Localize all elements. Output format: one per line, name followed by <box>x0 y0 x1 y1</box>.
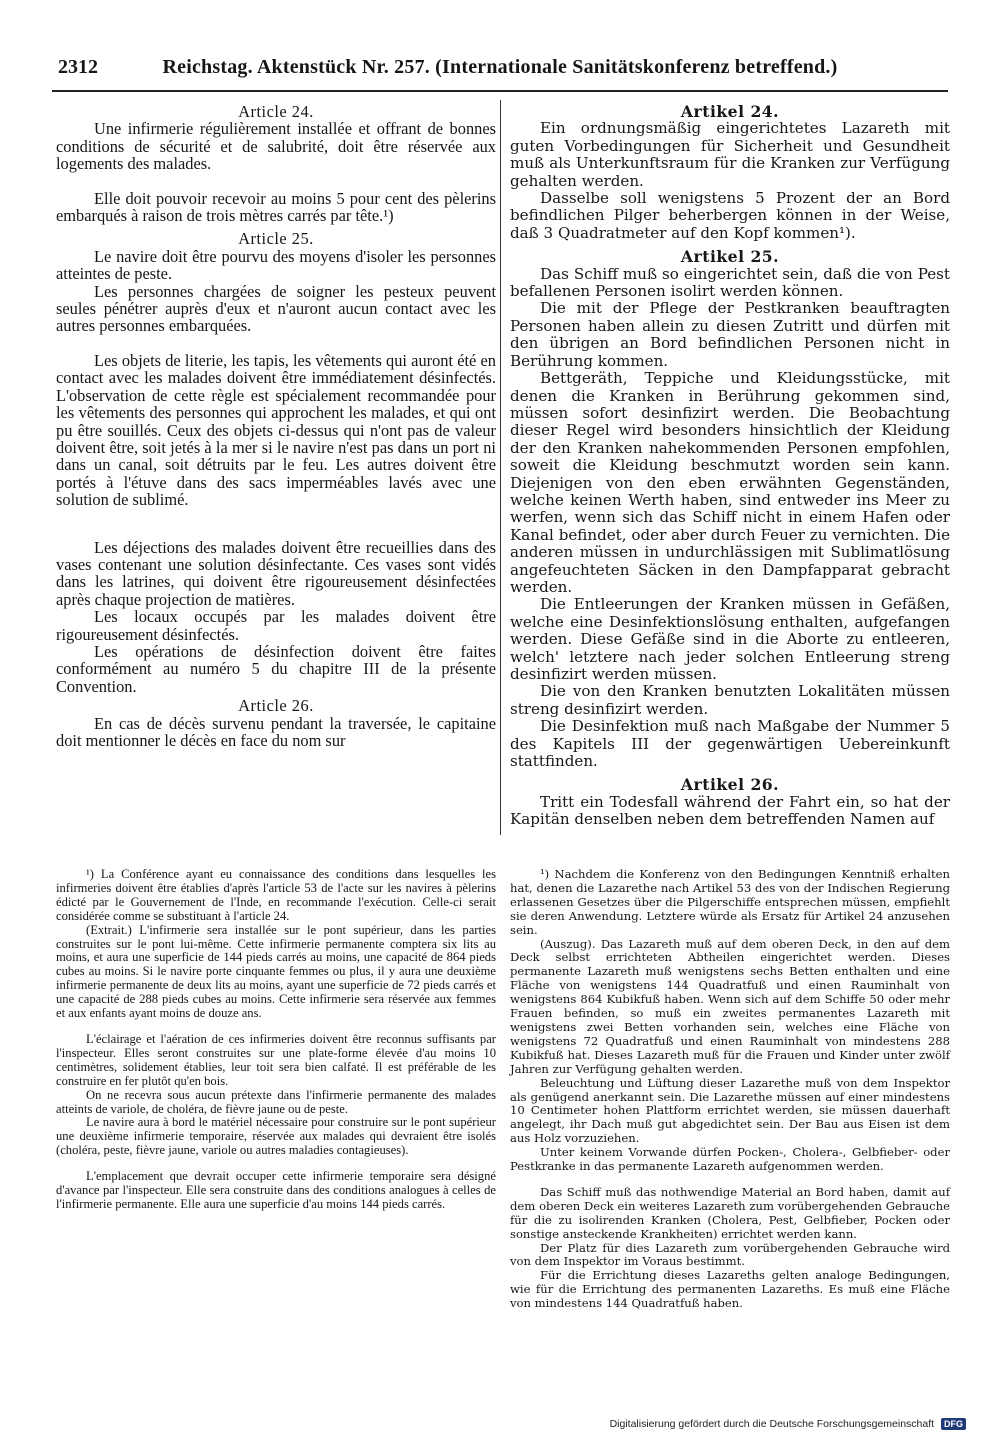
footnote: Für die Errichtung dieses Lazareths gelten analoge Bedingungen, wie für die Errichtung des permanenten Lazareths. Es muß eine Fläche von mindestens 144 Quadratfuß haben. <box>510 1268 950 1311</box>
paragraph: Die mit der Pflege der Pestkranken beauftragten Personen haben allein zu diesen Zutritt und dürfen mit den übrigen an Bord befindlichen Personen nicht in Berührung kommen. <box>510 299 950 370</box>
paragraph: Les personnes chargées de soigner les pesteux peuvent seules pénétrer auprès d'eux et n'auront aucun contact avec les autres personnes embarquées. <box>56 281 496 336</box>
paragraph: Une infirmerie régulièrement installée et offrant de bonnes conditions de sécurité et de salubrité, doit être réservée aux logements des malades. <box>56 119 496 174</box>
paragraph: En cas de décès survenu pendant la traversée, le capitaine doit mentionner le décès en face du nom sur <box>56 713 496 750</box>
header-rule <box>52 90 948 92</box>
page-number: 2312 <box>58 56 98 78</box>
paragraph: Dasselbe soll wenigstens 5 Prozent der an Bord befindlichen Pilger beherbergen können in der Weise, daß 3 Quadratmeter auf den Kopf kommen¹). <box>510 189 950 242</box>
paragraph: Bettgeräth, Teppiche und Kleidungsstücke, mit denen die Kranken in Berührung gekommen sind, müssen sofort desinfizirt werden. Die Beobachtung dieser Regel wird besonders hinsichtlich der Kleidung der den Kranken nahekommenden Personen empfohlen, soweit die Kleidung beschmutzt worden sein kann. Diejenigen von den eben erwähnten Gegenständen, welche keinen Werth haben, sind entweder ins Meer zu werfen, wenn sich das Schiff nicht in einem Hafen oder Kanal befindet, oder aber durch Feuer zu vernichten. Die anderen müssen in undurchlässigen mit Sublimatlösung angefeuchteten Säcken in den Dampfapparat gebracht werden. <box>510 369 950 596</box>
footnote: On ne recevra sous aucun prétexte dans l'infirmerie permanente des malades atteints de variole, de choléra, de fièvre jaune ou de peste. <box>56 1087 496 1116</box>
dfg-logo: DFG <box>941 1418 966 1430</box>
paragraph: Die Desinfektion muß nach Maßgabe der Nummer 5 des Kapitels III der gegenwärtigen Uebereinkunft stattfinden. <box>510 717 950 771</box>
article-25-heading-de: Artikel 25. <box>680 247 780 267</box>
paragraph: Les objets de literie, les tapis, les vêtements qui auront été en contact avec les malades doivent être immédiatement désinfectés. L'observation de cette règle est spécialement recommandée pour les vêtements des personnes qui approchent les malades, et qui ont pu être souillés. Ceux des objets ci-dessus qui n'ont pas de valeur doivent être, soit jetés à la mer si le navire n'est pas dans un port ni dans un canal, soit détruits par le feu. Les autres doivent être portés à l'étuve dans des sacs imperméables lavés avec une solution de sublimé. <box>56 350 496 510</box>
page-header-title: Reichstag. Aktenstück Nr. 257. (Internationale Sanitätskonferenz betreffend.) <box>162 56 838 78</box>
footnote: L'emplacement que devrait occuper cette infirmerie temporaire sera désigné d'avance par l'inspecteur. Elle sera construite dans des conditions analogues à celles de l'infirmerie permanente. Elle aura une superficie d'au moins 144 pieds carrés. <box>56 1169 496 1211</box>
footnote: Le navire aura à bord le matériel nécessaire pour construire sur le pont supérieur une deuxième infirmerie temporaire, réservée aux malades qui devraient être isolés (choléra, peste, fièvre jaune, variole ou autres maladies contagieuses). <box>56 1115 496 1158</box>
footnote: (Auszug). Das Lazareth muß auf dem oberen Deck, in den auf dem Deck selbst errichteten Abtheilen eingerichtet werden. Dieses permanente Lazareth muß wenigstens sechs Betten enthalten und eine Fläche von wenigstens 144 Quadratfuß und einen Rauminhalt von wenigstens 864 Kubikfuß haben. Wenn sich auf dem Schiffe 50 oder mehr Frauen befinden, so muß ein zweites permanentes Lazareth mit wenigstens zwei Betten vorhanden sein, welches eine Fläche von wenigstens 72 Quadratfuß und einen Rauminhalt von mindestens 288 Kubikfuß hat. Dieses Lazareth muß für die Frauen und Kinder unter zwölf Jahren zur Verfügung gehalten werden. <box>510 936 950 1076</box>
column-divider <box>500 100 501 835</box>
paragraph: Les déjections des malades doivent être recueillies dans des vases contenant une solution désinfectante. Ces vases sont vidés dans les latrines, qui doivent être rigoureusement désinfectées après chaque projection de matières. <box>56 537 496 609</box>
footnote: Der Platz für dies Lazareth zum vorübergehenden Gebrauche wird von dem Inspektor im Voraus bestimmt. <box>510 1240 950 1269</box>
footnote: L'éclairage et l'aération de ces infirmeries doivent être reconnus suffisants par l'inspecteur. Elles seront construites sur une plate-forme élevée d'au moins 10 centimètres, solidement établies, leur toit sera bien calfaté. Il est préférable de les construire en fer plutôt qu'en bois. <box>56 1031 496 1088</box>
german-column <box>510 103 950 829</box>
article-24-heading-fr: Article 24. <box>238 102 314 121</box>
paragraph: Die Entleerungen der Kranken müssen in Gefäßen, welche eine Desinfektionslösung enthalten, aufgefangen werden. Diese Gefäße sind in die Aborte zu entleeren, welch' letztere nach jeder solchen Entleerung streng desinfizirt werden müssen. <box>510 595 950 683</box>
paragraph: Les opérations de désinfection doivent être faites conformément au numéro 5 du chapitre III de la présente Convention. <box>56 641 496 696</box>
footnote: Beleuchtung und Lüftung dieser Lazarethe muß von dem Inspektor als genügend anerkannt sein. Die Lazarethe müssen auf einer mindestens 10 Centimeter hohen Plattform errichtet werden, sie müssen dauerhaft angelegt, ihr Dach muß gut abgedichtet sein. Der Bau aus Eisen ist dem aus Holz vorzuziehen. <box>510 1075 950 1146</box>
footnote: Das Schiff muß das nothwendige Material an Bord haben, damit auf dem oberen Deck ein weiteres Lazareth zum vorübergehenden Gebrauche für die zu isolirenden Kranken (Cholera, Pest, Gelbfieber, Pocken oder sonstige ansteckende Krankheiten) errichtet werden kann. <box>510 1184 950 1241</box>
footnote: ¹) Nachdem die Konferenz von den Bedingungen Kenntniß erhalten hat, denen die Lazarethe nach Artikel 53 des von der Indischen Regierung erlassenen Gesetzes über die Pilgerschiffe entsprechen müssen, empfiehlt sie deren Anwendung. Letztere würde als Ersatz für Artikel 24 anzusehen sein. <box>510 867 950 937</box>
footnote: Unter keinem Vorwande dürfen Pocken-, Cholera-, Gelbfieber- oder Pestkranke in das permanente Lazareth aufgenommen werden. <box>510 1145 950 1174</box>
french-column <box>56 103 496 749</box>
paragraph: Ein ordnungsmäßig eingerichtetes Lazareth mit guten Vorbedingungen für Sicherheit und Gesundheit muß als Unterkunftsraum für die Kranken zur Verfügung gehalten werden. <box>510 119 950 190</box>
footnote: ¹) La Conférence ayant eu connaissance des conditions dans lesquelles les infirmeries doivent être établies d'après l'article 53 de l'acte sur les navires à pèlerins édicté par le Gouvernement de l'Inde, en recommande l'exécution. Celle-ci serait considérée comme se substituant à l'article 24. <box>56 867 496 923</box>
paragraph: Das Schiff muß so eingerichtet sein, daß die von Pest befallenen Personen isolirt werden können. <box>510 264 950 301</box>
paragraph: Elle doit pouvoir recevoir au moins 5 pour cent des pèlerins embarqués à raison de trois mètres carrés par tête.¹) <box>56 188 496 226</box>
french-footnotes <box>56 868 496 1212</box>
paragraph: Die von den Kranken benutzten Lokalitäten müssen streng desinfizirt werden. <box>510 682 950 718</box>
article-25-heading-fr: Article 25. <box>238 229 314 249</box>
paragraph: Les locaux occupés par les malades doivent être rigoureusement désinfectés. <box>56 607 496 644</box>
footnote: (Extrait.) L'infirmerie sera installée sur le pont supérieur, dans les parties construites sur le pont lui-même. Cette infirmerie permanente comptera six lits au moins, et aura une superficie de 144 pieds carrés au moins, une capacité de 864 pieds cubes au moins. Si le navire porte cinquante femmes ou plus, il y aura une deuxième infirmerie permanente de deux lits au moins, ayant une superficie de 72 pieds carrés et une capacité de 288 pieds cubes au moins. Cette infirmerie sera réservée aux femmes et aux enfants ayant moins de douze ans. <box>56 922 496 1021</box>
article-26-heading-de: Artikel 26. <box>680 775 780 795</box>
article-24-heading-de: Artikel 24. <box>680 102 780 121</box>
credit-text: Digitalisierung gefördert durch die Deutsche Forschungsgemeinschaft <box>609 1418 935 1430</box>
paragraph: Tritt ein Todesfall während der Fahrt ein, so hat der Kapitän denselben neben dem betreffenden Namen auf <box>510 792 950 829</box>
digitization-credit <box>610 1418 966 1430</box>
paragraph: Le navire doit être pourvu des moyens d'isoler les personnes atteintes de peste. <box>56 246 496 284</box>
german-footnotes <box>510 868 950 1311</box>
article-26-heading-fr: Article 26. <box>238 696 314 716</box>
